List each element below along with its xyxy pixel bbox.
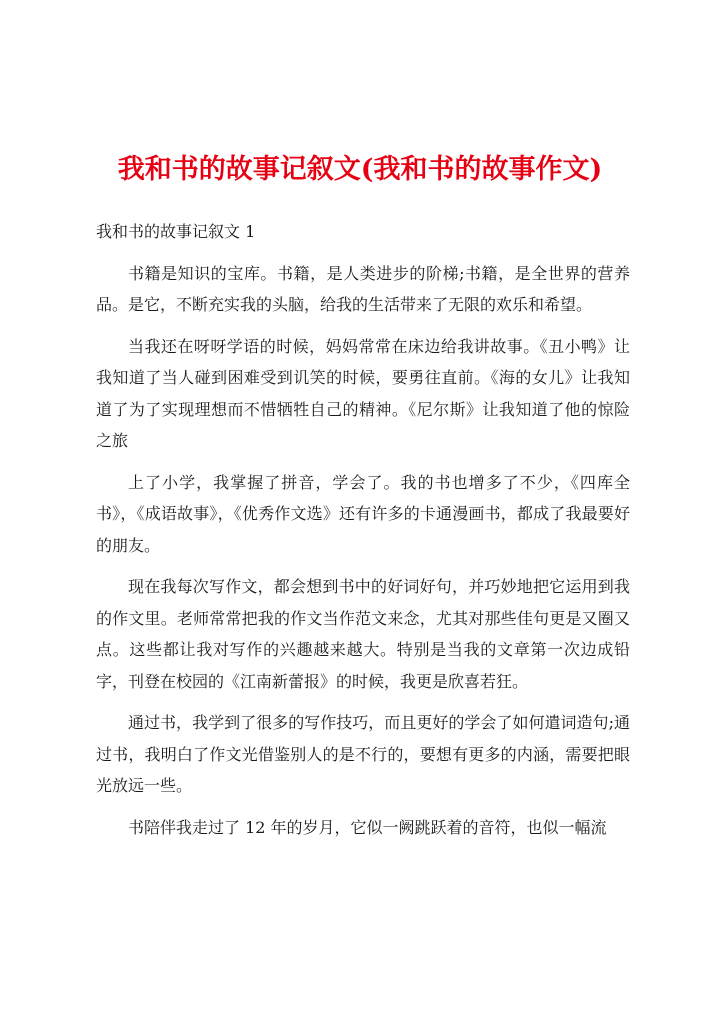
paragraph-2: 当我还在呀呀学语的时候，妈妈常常在床边给我讲故事。《丑小鸭》让我知道了当人碰到困难受到讥笑的时候，要勇往直前。《海的女儿》让我知道了为了实现理想而不惜牺牲自己的精神。《尼尔斯》让我知道了他的惊险之旅	[96, 336, 630, 450]
paragraph-5: 通过书，我学到了很多的写作技巧，而且更好的学会了如何遣词造句;通过书，我明白了作文光借鉴别人的是不行的，要想有更多的内涵，需要把眼光放远一些。	[96, 713, 630, 795]
document-title: 我和书的故事记叙文(我和书的故事作文)	[117, 154, 603, 185]
document-body	[96, 216, 630, 853]
paragraph-3: 上了小学，我掌握了拼音，学会了。我的书也增多了不少，《四库全书》，《成语故事》，《优秀作文选》还有许多的卡通漫画书，都成了我最要好的朋友。	[96, 472, 630, 555]
paragraph-4: 现在我每次写作文，都会想到书中的好词好句，并巧妙地把它运用到我的作文里。老师常常把我的作文当作范文来念，尤其对那些佳句更是又圈又点。这些都让我对写作的兴趣越来越大。特别是当我的文章第一次边成铅字，刊登在校园的《江南新蕾报》的时候，我更是欣喜若狂。	[96, 577, 630, 691]
paragraph-1: 书籍是知识的宝库。书籍，是人类进步的阶梯;书籍，是全世界的营养品。是它，不断充实我的头脑，给我的生活带来了无限的欢乐和希望。	[96, 263, 630, 314]
section-heading: 我和书的故事记叙文 1	[96, 222, 256, 241]
paragraph-6: 书陪伴我走过了 12 年的岁月，它似一阙跳跃着的音符，也似一幅流	[128, 817, 607, 837]
